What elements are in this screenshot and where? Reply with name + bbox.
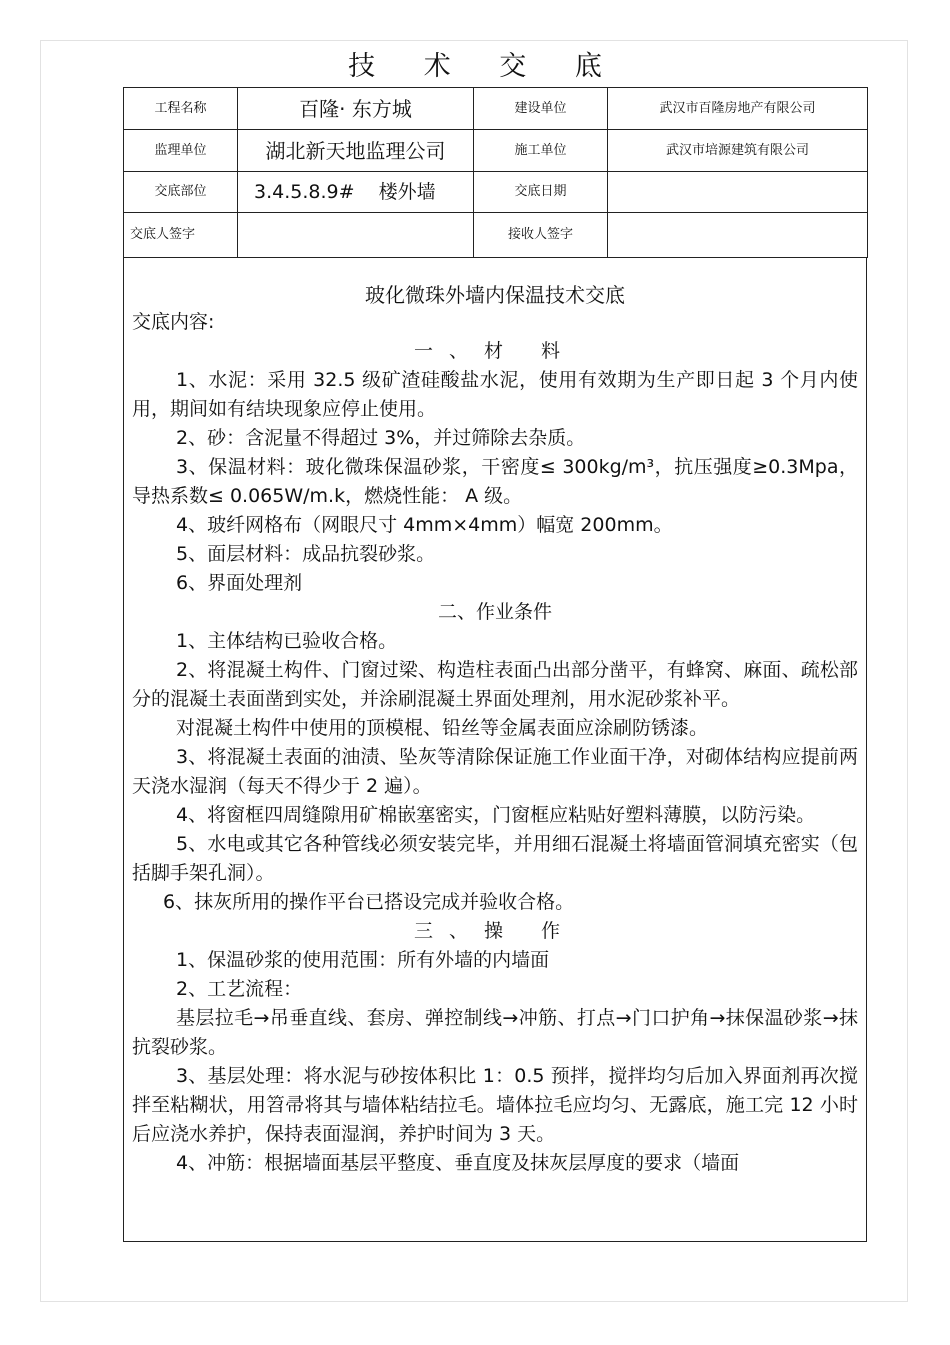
presenter-sign-value <box>238 213 474 258</box>
table-row <box>124 130 868 172</box>
paragraph-base-treatment: 3、基层处理：将水泥与砂按体积比 1：0.5 预拌，搅拌均匀后加入界面剂再次搅拌至粘糊状，用笤帚将其与墙体粘结拉毛。墙体拉毛应均匀、无露底，施工完 12 小时后应浇水养护，保持表面湿润，养护时间为 3 天。 <box>132 1065 858 1145</box>
paragraph-surface: 5、面层材料：成品抗裂砂浆。 <box>176 543 436 565</box>
paragraph-window-frame: 4、将窗框四周缝隙用矿棉嵌塞密实，门窗框应粘贴好塑料薄膜，以防污染。 <box>176 804 816 826</box>
header-table <box>123 87 868 258</box>
receiver-sign-value <box>608 213 868 258</box>
supervision-unit-label: 监理单位 <box>124 130 238 172</box>
paragraph-sand: 2、砂：含泥量不得超过 3%，并过筛除去杂质。 <box>176 427 586 449</box>
content-label: 交底内容: <box>132 311 215 333</box>
paragraph-cleaning: 3、将混凝土表面的油渍、坠灰等清除保证施工作业面干净，对砌体结构应提前两天浇水湿润（每天不得少于 2 遍）。 <box>132 746 858 797</box>
supervision-unit-value: 湖北新天地监理公司 <box>238 130 474 172</box>
paragraph-pipelines: 5、水电或其它各种管线必须安装完毕，并用细石混凝土将墙面管洞填充密实（包括脚手架孔洞）。 <box>132 833 858 884</box>
paragraph-mesh: 4、玻纤网格布（网眼尺寸 4mm×4mm）幅宽 200mm。 <box>176 514 673 536</box>
paragraph-screeding: 4、冲筋：根据墙面基层平整度、垂直度及抹灰层厚度的要求（墙面 <box>176 1152 740 1174</box>
table-row <box>124 213 868 258</box>
section-heading-materials: 一、材 料 <box>413 340 577 362</box>
paragraph-platform: 6、抹灰所用的操作平台已搭设完成并验收合格。 <box>163 891 575 913</box>
builder-unit-value: 武汉市培源建筑有限公司 <box>608 130 868 172</box>
section-heading-conditions: 二、作业条件 <box>437 601 552 623</box>
paragraph-insulation: 3、保温材料：玻化微珠保温砂浆，干密度≤ 300kg/m³，抗压强度≥0.3Mpa，导热系数≤ 0.065W/m.k，燃烧性能： A 级。 <box>132 456 858 507</box>
presenter-sign-label: 交底人签字 <box>124 213 238 258</box>
construction-unit-value: 武汉市百隆房地产有限公司 <box>608 88 868 130</box>
receiver-sign-label: 接收人签字 <box>474 213 608 258</box>
paragraph-process: 2、工艺流程： <box>176 978 303 1000</box>
location-label: 交底部位 <box>124 172 238 213</box>
paragraph-scope: 1、保温砂浆的使用范围：所有外墙的内墙面 <box>176 949 550 971</box>
paragraph-structure: 1、主体结构已验收合格。 <box>176 630 398 652</box>
section-heading-operation: 三、操 作 <box>413 920 577 942</box>
paragraph-cement: 1、水泥：采用 32.5 级矿渣硅酸盐水泥，使用有效期为生产即日起 3 个月内使用，期间如有结块现象应停止使用。 <box>132 369 858 420</box>
location-value: 3.4.5.8.9# 楼外墙 <box>238 172 474 213</box>
builder-unit-label: 施工单位 <box>474 130 608 172</box>
construction-unit-label: 建设单位 <box>474 88 608 130</box>
document-title: 技 术 交 底 <box>348 51 622 82</box>
paragraph-concrete: 2、将混凝土构件、门窗过梁、构造柱表面凸出部分凿平，有蜂窝、麻面、疏松部分的混凝土表面凿到实处，并涂刷混凝土界面处理剂，用水泥砂浆补平。 <box>132 659 858 710</box>
table-row <box>124 88 868 130</box>
paragraph-interface-agent: 6、界面处理剂 <box>176 572 303 594</box>
paragraph-process-flow: 基层拉毛→吊垂直线、套房、弹控制线→冲筋、打点→门口护角→抹保温砂浆→抹抗裂砂浆。 <box>132 1007 858 1058</box>
content-box <box>123 257 867 1242</box>
table-row <box>124 172 868 213</box>
project-name-value: 百隆· 东方城 <box>238 88 474 130</box>
project-name-label: 工程名称 <box>124 88 238 130</box>
date-label: 交底日期 <box>474 172 608 213</box>
content-title: 玻化微珠外墙内保温技术交底 <box>365 283 625 307</box>
date-value <box>608 172 868 213</box>
paragraph-rustproof: 对混凝土构件中使用的顶模棍、铅丝等金属表面应涂刷防锈漆。 <box>176 717 709 739</box>
content-body <box>124 257 866 1178</box>
